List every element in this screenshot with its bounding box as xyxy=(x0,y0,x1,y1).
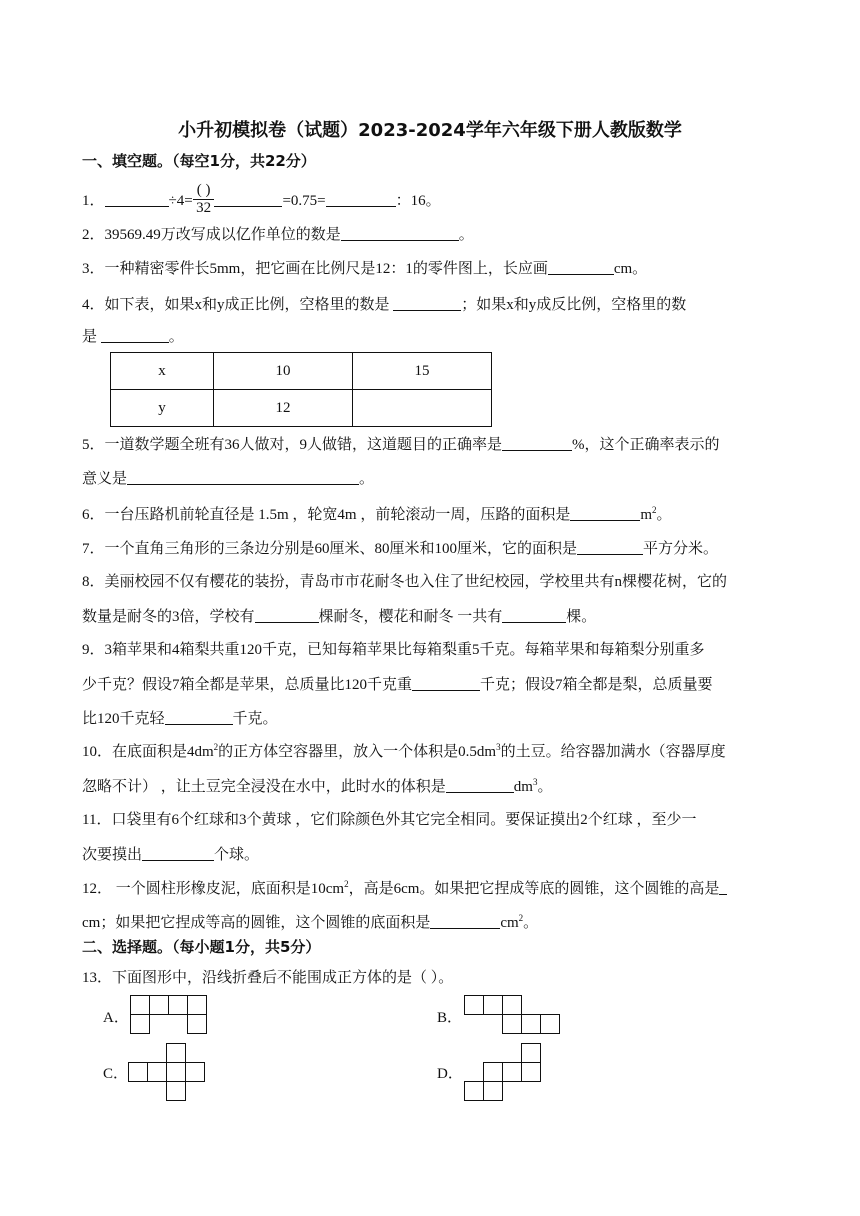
q5-text-4: 。 xyxy=(359,471,375,487)
q3-text: 3．一种精密零件长5mm，把它画在比例尺是12：1的零件图上，长应画 xyxy=(82,261,548,277)
q4-blank-1[interactable] xyxy=(393,294,461,311)
table-row-x xyxy=(111,353,492,390)
q6-unit: m xyxy=(640,507,653,523)
q12-unit-sup: 2 xyxy=(518,913,524,923)
question-6 xyxy=(82,504,672,525)
xy-table xyxy=(110,352,492,427)
q1-colon: ：16。 xyxy=(395,192,441,209)
q8-blank-2[interactable] xyxy=(502,606,566,623)
table-cell-empty[interactable] xyxy=(353,390,492,427)
section-choice-heading: 二、选择题。（每小题1分，共5分） xyxy=(82,938,321,956)
q10-text-3: 的土豆。给容器加满水（容器厚度 xyxy=(500,744,726,760)
q10-text-4: 忽略不计） ，让土豆完全浸没在水中，此时水的体积是 xyxy=(82,779,446,795)
q10-end: 。 xyxy=(537,779,553,795)
option-d-net-figure[interactable] xyxy=(464,1043,546,1105)
q11-text-2: 个球。 xyxy=(214,847,260,863)
q9-text-3: 比120千克轻 xyxy=(82,711,165,727)
q9-blank-1[interactable] xyxy=(412,674,480,691)
q8-text-3: 棵。 xyxy=(566,609,597,625)
q10-sup-2: 2 xyxy=(213,742,219,752)
q5-blank-1[interactable] xyxy=(502,434,572,451)
q2-blank[interactable] xyxy=(341,224,459,241)
q10-blank[interactable] xyxy=(446,776,514,793)
option-c-label[interactable]: C． xyxy=(103,1066,129,1082)
table-cell: 12 xyxy=(214,390,353,427)
option-a-label[interactable]: A． xyxy=(103,1010,129,1026)
q6-end: 。 xyxy=(656,507,672,523)
q4-text-2: ；如果x和y成反比例，空格里的数 xyxy=(461,297,687,313)
q6-blank[interactable] xyxy=(570,504,640,521)
option-b-label[interactable]: B． xyxy=(437,1010,463,1026)
q1-blank-3[interactable] xyxy=(326,190,396,207)
option-d-label[interactable]: D． xyxy=(437,1066,463,1082)
table-cell: 10 xyxy=(214,353,353,390)
question-12-line-2 xyxy=(82,912,538,933)
q9-blank-2[interactable] xyxy=(165,708,233,725)
q5-text-2: %，这个正确率表示的 xyxy=(572,437,720,453)
question-11-line-2 xyxy=(82,844,259,865)
q12-text-2: ，高是6cm。如果把它捏成等底的圆锥，这个圆锥的高是 xyxy=(348,881,720,897)
question-3 xyxy=(82,258,647,279)
q3-blank[interactable] xyxy=(548,258,614,275)
option-a-net-figure[interactable] xyxy=(130,995,212,1037)
question-10-line-2 xyxy=(82,776,552,797)
q6-unit-sup: 2 xyxy=(652,505,657,515)
question-4-line-2 xyxy=(82,326,184,347)
table-cell: y xyxy=(111,390,214,427)
q5-blank-2[interactable] xyxy=(127,468,359,485)
q10-unit-sup: 3 xyxy=(532,777,538,787)
q10-sup-3: 3 xyxy=(496,742,501,752)
question-4-line-1 xyxy=(82,294,686,315)
question-9-line-1: 9．3箱苹果和4箱梨共重120千克，已知每箱苹果比每箱梨重5千克。每箱苹果和每箱梨分别重多 xyxy=(82,642,705,658)
q11-text-1: 次要摸出 xyxy=(82,847,143,863)
q12-text-1: 12． 一个圆柱形橡皮泥，底面积是10cm xyxy=(82,881,345,897)
q5-text-3: 意义是 xyxy=(82,471,128,487)
question-10-line-1 xyxy=(82,742,726,762)
question-2 xyxy=(82,224,474,245)
question-8-line-1: 8．美丽校园不仅有樱花的装扮，青岛市市花耐冬也入住了世纪校园，学校里共有n棵樱花树，它的 xyxy=(82,574,728,590)
question-13: 13．下面图形中，沿线折叠后不能围成正方体的是（ ）。 xyxy=(82,970,454,986)
question-12-line-1 xyxy=(82,878,727,899)
q7-text: 7．一个直角三角形的三条边分别是60厘米、80厘米和100厘米，它的面积是 xyxy=(82,541,578,557)
section-fill-heading: 一、填空题。（每空1分，共22分） xyxy=(82,152,316,170)
q1-fraction xyxy=(193,182,215,217)
q6-text: 6．一台压路机前轮直径是 1.5m ，轮宽4m ，前轮滚动一周，压路的面积是 xyxy=(82,507,571,523)
question-8-line-2 xyxy=(82,606,596,627)
q4-blank-2[interactable] xyxy=(101,326,169,343)
question-9-line-3 xyxy=(82,708,278,729)
q9-text-2: 千克；假设7箱全都是梨，总质量要 xyxy=(480,677,713,693)
q1-blank-2[interactable] xyxy=(214,190,282,207)
q1-eq: =0.75= xyxy=(282,192,326,209)
option-b-net-figure[interactable] xyxy=(464,995,564,1037)
q1-div: ÷4= xyxy=(168,192,193,209)
q9-text-1: 少千克？假设7箱全都是苹果，总质量比120千克重 xyxy=(82,677,413,693)
q12-text-3: cm；如果把它捏成等高的圆锥，这个圆锥的底面积是 xyxy=(82,915,431,931)
q4-text-1: 4．如下表，如果x和y成正比例，空格里的数是 xyxy=(82,297,394,313)
table-cell: 15 xyxy=(353,353,492,390)
table-row-y xyxy=(111,390,492,427)
question-11-line-1: 11．口袋里有6个红球和3个黄球 ，它们除颜色外其它完全相同。要保证摸出2个红球 ，至少一 xyxy=(82,812,697,828)
q12-end: 。 xyxy=(523,915,539,931)
table-cell: x xyxy=(111,353,214,390)
q1-blank-1[interactable] xyxy=(105,190,169,207)
q11-blank[interactable] xyxy=(142,844,214,861)
q7-blank[interactable] xyxy=(577,538,643,555)
q12-sup-1: 2 xyxy=(344,879,349,889)
q9-text-4: 千克。 xyxy=(232,711,278,727)
q2-end: 。 xyxy=(458,227,474,243)
q1-fraction-numerator[interactable]: ( ) xyxy=(193,182,215,200)
q8-text-2: 棵耐冬，樱花和耐冬 一共有 xyxy=(318,609,503,625)
q2-text: 2．39569.49万改写成以亿作单位的数是 xyxy=(82,227,341,243)
q3-end: cm。 xyxy=(613,261,648,277)
q4-text-4: 。 xyxy=(168,329,184,345)
q10-text-1: 10．在底面积是4dm xyxy=(82,744,214,760)
q1-fraction-denominator: 32 xyxy=(196,200,212,216)
question-5-line-2 xyxy=(82,468,374,489)
q5-text-1: 5．一道数学题全班有36人做对，9人做错，这道题目的正确率是 xyxy=(82,437,503,453)
question-9-line-2 xyxy=(82,674,713,695)
q10-text-2: 的正方体空容器里，放入一个体积是0.5dm xyxy=(218,744,497,760)
question-7 xyxy=(82,538,718,559)
q1-number: 1． xyxy=(82,192,105,209)
q4-text-3: 是 xyxy=(82,329,101,345)
question-1 xyxy=(82,184,441,219)
question-5-line-1 xyxy=(82,434,720,455)
q10-unit: dm xyxy=(513,779,533,795)
q12-blank-1[interactable] xyxy=(719,878,727,895)
q7-end: 平方分米。 xyxy=(643,541,719,557)
q8-text-1: 数量是耐冬的3倍，学校有 xyxy=(82,609,255,625)
option-c-net-figure[interactable] xyxy=(128,1043,210,1105)
q8-blank-1[interactable] xyxy=(255,606,319,623)
q12-blank-2[interactable] xyxy=(430,912,500,929)
q12-unit: cm xyxy=(500,915,519,931)
page-title: 小升初模拟卷（试题）2023-2024学年六年级下册人教版数学 xyxy=(178,120,682,141)
